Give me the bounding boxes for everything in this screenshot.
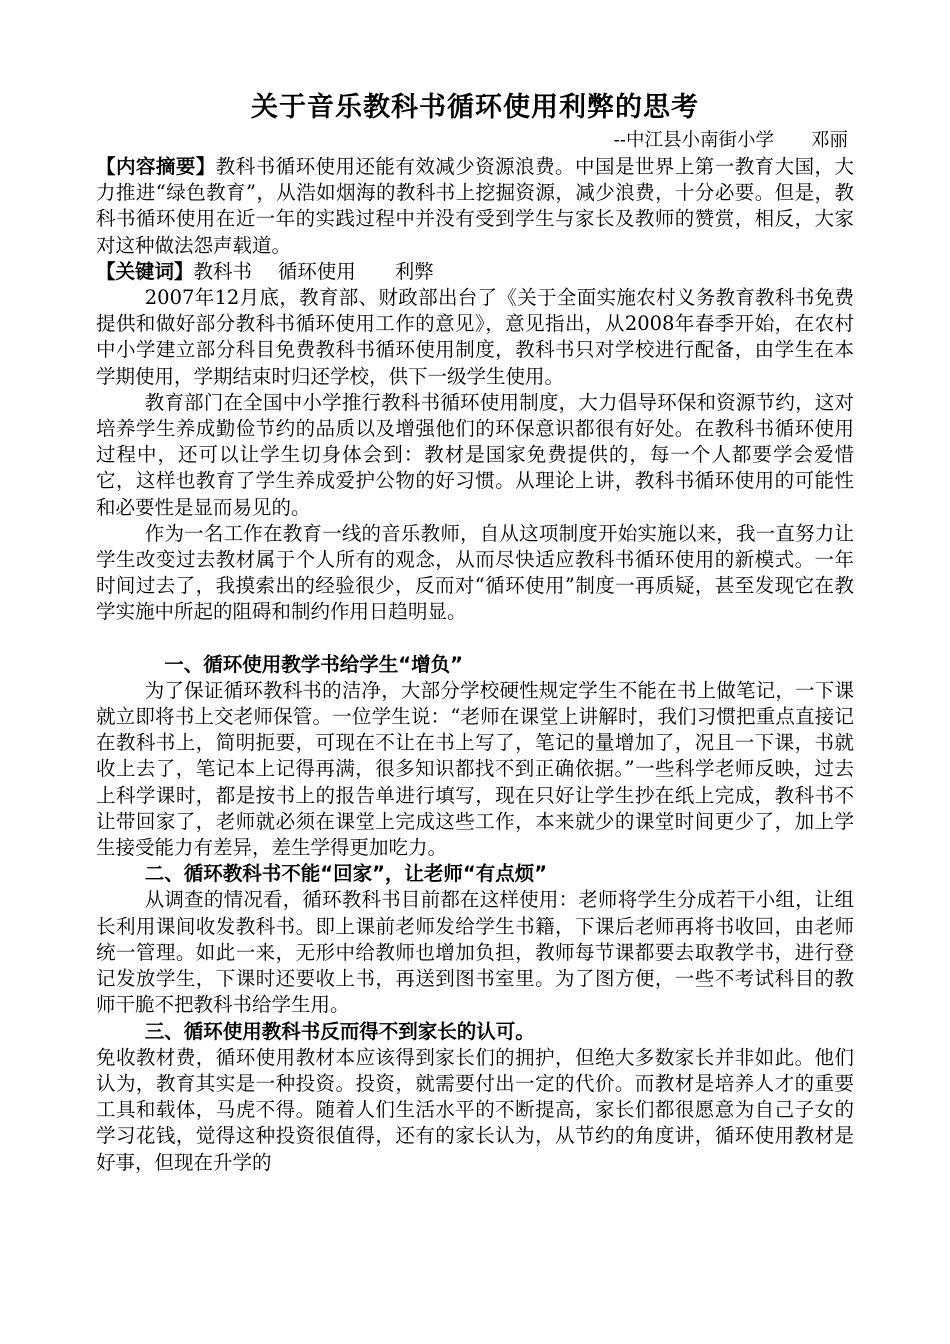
keywords <box>96 259 854 285</box>
abstract <box>96 154 854 259</box>
abstract-text: 教科书循环使用还能有效减少资源浪费。中国是世界上第一教育大国，大力推进“绿色教育”，从浩如烟海的教科书上挖掘资源，减少浪费，十分必要。但是，教科书循环使用在近一年的实践过程中并没有受到学生与家长及教师的赞赏，相反，大家对这种做法怨声载道。 <box>96 155 854 257</box>
section-3-text: 免收教材费，循环使用教材本应该得到家长们的拥护，但绝大多数家长并非如此。他们认为，教育其实是一种投资。投资，就需要付出一定的代价。而教材是培养人才的重要工具和载体，马虎不得。随着人们生活水平的不断提高，家长们都很愿意为自己子女的学习花钱，觉得这种投资很值得，还有的家长认为，从节约的角度讲，循环使用教材是好事，但现在升学的 <box>96 1045 854 1174</box>
body-paragraph-2: 教育部门在全国中小学推行教科书循环使用制度，大力倡导环保和资源节约，这对培养学生养成勤俭节约的品质以及增强他们的环保意识都很有好处。在教科书循环使用过程中，还可以让学生切身体会到：教材是国家免费提供的，每一个人都要学会爱惜它，这样也教育了学生养成爱护公物的好习惯。从理论上讲，教科书循环使用的可能性和必要性是显而易见的。 <box>96 390 854 519</box>
keywords-text: 教科书 循环使用 利弊 <box>193 259 434 283</box>
document-page <box>96 88 854 1176</box>
abstract-label: 【内容摘要】 <box>96 155 216 178</box>
section-2-text: 从调查的情况看，循环教科书目前都在这样使用：老师将学生分成若干小组，让组长利用课间收发教科书。即上课前老师发给学生书籍，下课后老师再将书收回，由老师统一管理。如此一来，无形中给教师也增加负担，教师每节课都要去取教学书，进行登记发放学生，下课时还要收上书，再送到图书室里。为了图方便，一些不考试科目的教师干脆不把教科书给学生用。 <box>96 888 854 1017</box>
body-paragraph-3: 作为一名工作在教育一线的音乐教师，自从这项制度开始实施以来，我一直努力让学生改变过去教材属于个人所有的观念，从而尽快适应教科书循环使用的新模式。一年时间过去了，我摸索出的经验很少，反而对“循环使用”制度一再质疑，甚至发现它在教学实施中所起的阻碍和制约作用日趋明显。 <box>96 521 854 624</box>
document-title: 关于音乐教科书循环使用利弊的思考 <box>251 92 699 123</box>
section-2-heading: 二、循环教科书不能“回家”，让老师“有点烦” <box>144 862 548 886</box>
section-3-heading: 三、循环使用教科书反而得不到家长的认可。 <box>144 1019 535 1043</box>
keywords-label: 【关键词】 <box>96 259 194 283</box>
section-1-text: 为了保证循环教科书的洁净，大部分学校硬性规定学生不能在书上做笔记，一下课就立即将书上交老师保管。一位学生说：“老师在课堂上讲解时，我们习惯把重点直接记在教科书上，简明扼要，可现在不让在书上写了，笔记的量增加了，况且一下课，书就收上去了，笔记本上记得再满，很多知识都找不到正确依据。”一些科学老师反映，过去上科学课时，都是按书上的报告单进行填写，现在只好让学生抄在纸上完成，教科书不让带回家了，老师就必须在课堂上完成这些工作，本来就少的课堂时间更少了，加上学生接受能力有差异，差生学得更加吃力。 <box>96 678 854 860</box>
section-1-heading: 一、循环使用教学书给学生“增负” <box>164 652 463 676</box>
author-line: --中江县小南街小学 邓丽 <box>613 130 848 151</box>
body-paragraph-1: 2007年12月底，教育部、财政部出台了《关于全面实施农村义务教育教科书免费提供和做好部分教科书循环使用工作的意见》，意见指出，从2008年春季开始，在农村中小学建立部分科目免费教科书循环使用制度，教科书只对学校进行配备，由学生在本学期使用，学期结束时归还学校，供下一级学生使用。 <box>96 286 854 388</box>
